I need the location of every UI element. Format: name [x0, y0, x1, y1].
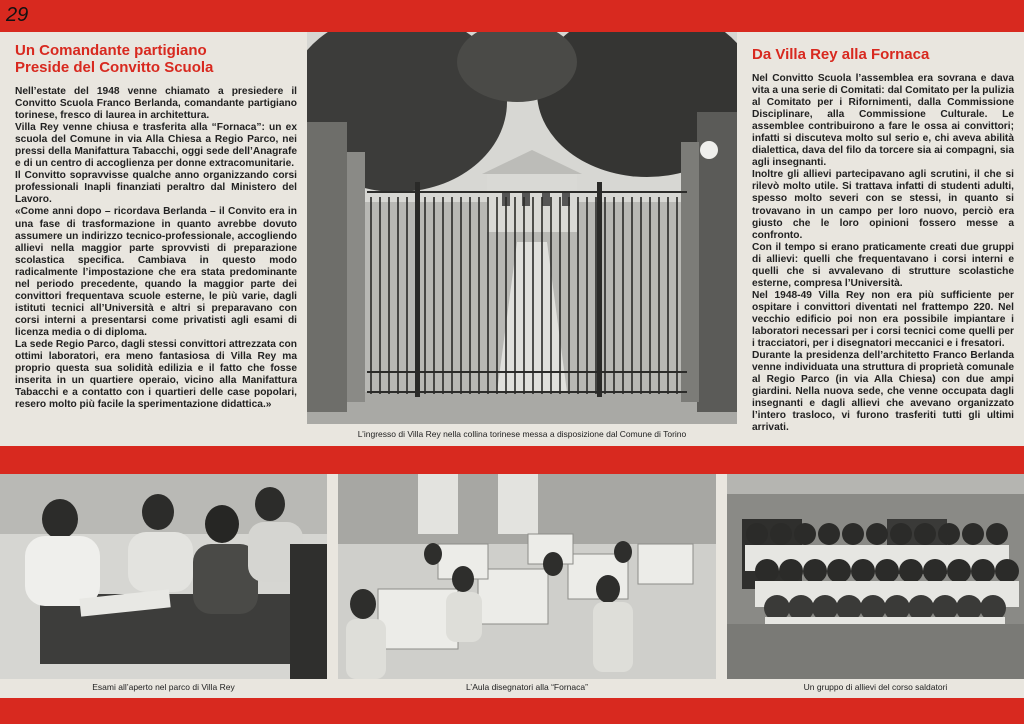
main-photo-caption: L’ingresso di Villa Rey nella collina torinese messa a disposizione dal Comune di Torino	[357, 429, 687, 439]
paragraph: Nel 1948-49 Villa Rey non era più sufficiente per ospitare i convittori diventati nel frattempo 220. Nel vecchio edificio poi non era possibile impiantare i laboratori necessari per i corsi tecnici come quelli per i tracciatori, per i disegnatori meccanici e i fresatori.	[752, 289, 1014, 350]
left-article-title	[15, 42, 297, 76]
paragraph: «Come anni dopo – ricordava Berlanda – il Convito era in una fase di trasformazione in quanto avrebbe dovuto assumere un indirizzo tecnico-professionale, accogliendo allievi nella maggior parte sprovvisti di preparazione scolastica specifica. Cambiava in questo modo radicalmente l’impostazione che era stata predominante nel periodo precedente, quando la maggior parte dei convittori frequentava scuole esterne, le più varie, dagli istituti tecnici all’Università e altri si preparavano con corsi interni a presentarsi come privatisti agli esami di licenza media o di diploma.	[15, 206, 297, 338]
drawing-classroom-photo	[338, 474, 716, 679]
left-title-line-2: Preside del Convitto Scuola	[15, 59, 214, 76]
paragraph: La sede Regio Parco, dagli stessi convittori attrezzata con ottimi laboratori, era meno fantasiosa di Villa Rey ma proprio questa sua solidità edilizia e il fatto che fosse inserita in un quartiere operaio, vicino alla Manifattura Tabacchi e a contatto con i quartieri delle case popolari, resero molto più facile la sperimentazione didattica.»	[15, 338, 297, 411]
outdoor-exam-photo	[0, 474, 327, 679]
villa-rey-gate-photo	[307, 32, 737, 424]
left-article-body	[15, 86, 297, 411]
welders-group-photo	[727, 474, 1024, 679]
paragraph: Il Convitto sopravvisse qualche anno organizzando corsi professionali Inapli finanziati peraltro dal Ministero del Lavoro.	[15, 170, 297, 206]
paragraph: Durante la presidenza dell’architetto Franco Berlanda venne individuata una struttura di proprietà comunale al Regio Parco (in via Alla Chiesa) con due ampi giardini. Nella nuova sede, che venne occupata dagli insegnanti e dagli allievi che avevano organizzato l’intero trasloco, vi furono trasferiti tutti gli ultimi arrivati.	[752, 350, 1014, 434]
paragraph: Inoltre gli allievi partecipavano agli scrutini, il che si rilevò molto utile. Si trattava infatti di studenti adulti, spesso molto severi con se stessi, in quanto si trovavano in un campo per loro nuovo, perciò era giusto che le loro opinioni fossero messe a confronto.	[752, 169, 1014, 241]
exam-photo-caption: Esami all’aperto nel parco di Villa Rey	[92, 682, 235, 692]
group-photo-caption: Un gruppo di allievi del corso saldatori	[803, 682, 948, 692]
paragraph: Con il tempo si erano praticamente creati due gruppi di allievi: quelli che frequentavano i corsi interni e quelli che si avvalevano di strutture scolastiche esterne, compresa l’Università.	[752, 241, 1014, 289]
paragraph: Nell’estate del 1948 venne chiamato a presiedere il Convitto Scuola Franco Berlanda, comandante partigiano torinese, fresco di laurea in architettura.	[15, 86, 297, 122]
drawing-photo-caption: L’Aula disegnatori alla “Fornaca”	[466, 682, 588, 692]
left-article	[15, 42, 297, 411]
right-article-body	[752, 73, 1014, 434]
top-panel	[0, 32, 1024, 446]
page-number: 29	[6, 4, 29, 26]
right-article	[752, 46, 1014, 434]
paragraph: Villa Rey venne chiusa e trasferita alla “Fornaca”: un ex scuola del Comune in via Alla Chiesa a Regio Parco, nei pressi della Manifattura Tabacchi, oggi sede dell’Anagrafe e di un centro di accoglienza per donne extracomunitarie.	[15, 122, 297, 170]
left-title-line-1: Un Comandante partigiano	[15, 42, 207, 59]
right-article-title: Da Villa Rey alla Fornaca	[752, 46, 930, 63]
bottom-panel	[0, 474, 1024, 698]
paragraph: Nel Convitto Scuola l’assemblea era sovrana e dava vita a una serie di Comitati: dal Comitato per la pulizia al Comitato per i Rifornimenti, dalla Commissione Disciplinare, alla Commissione Culturale. Le assemblee contribuirono a fare le ossa ai convittori; infatti si discuteva molto sul serio e, chi aveva abilità dialettica, dava del filo da torcere sia ai compagni, sia agli insegnanti.	[752, 73, 1014, 169]
